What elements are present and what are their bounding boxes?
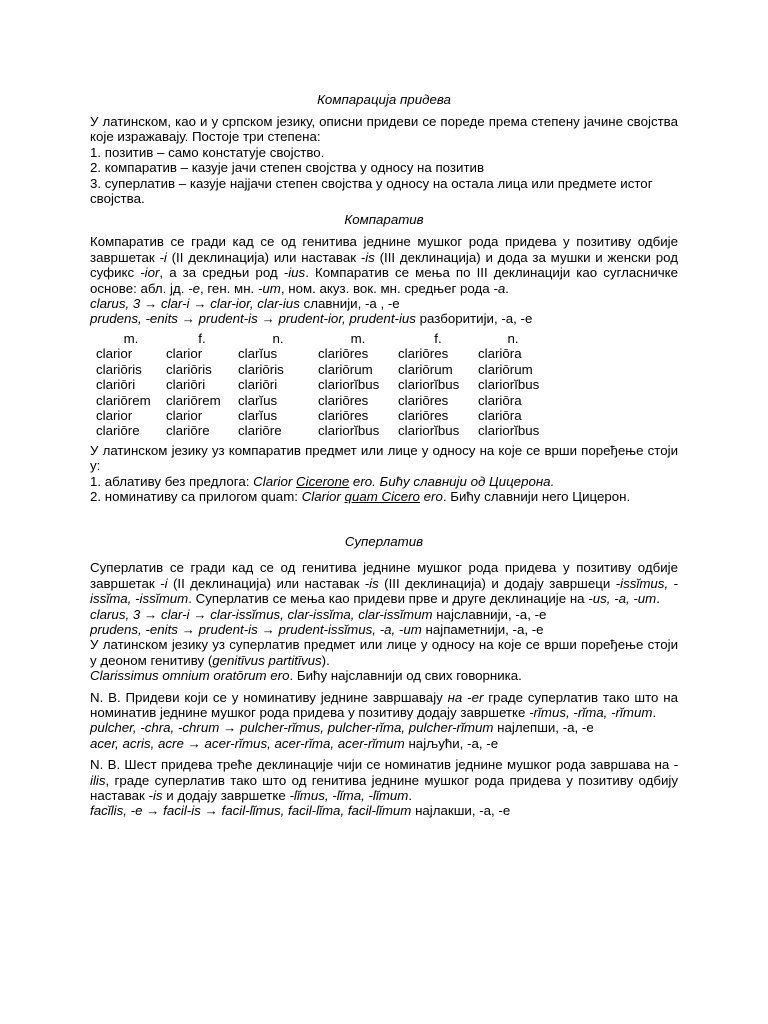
table-header: f. xyxy=(434,330,442,346)
table-row xyxy=(96,377,548,392)
table-cell: clariōrum xyxy=(478,361,533,377)
table-row xyxy=(96,346,548,361)
table-cell: clariōri xyxy=(166,377,206,393)
section-title-komparacija: Компарација придева xyxy=(317,92,451,107)
list-item: 1. позитив – само констатује својство. xyxy=(90,144,325,160)
superlativ-paragraph: Суперлатив се гради кад се од генитива једнине мушког рода придева у позитиву одбије завршетак -i (II деклинација) или наставак -is (III деклинација) и додају завршеци -issĭmus, -issĭma, -issĭmum. Суперлатив се мења као придеви прве и друге деклинације на -us, -a, -um. xyxy=(90,560,678,607)
table-cell: clariōres xyxy=(398,346,449,362)
table-row xyxy=(96,393,548,408)
table-cell: clariōrem xyxy=(96,392,151,408)
table-cell: clariōres xyxy=(398,407,449,423)
table-cell: clariorĭbus xyxy=(318,377,380,393)
table-cell: clariōres xyxy=(398,392,449,408)
table-cell: clariōris xyxy=(166,361,212,377)
table-header: m. xyxy=(350,330,366,346)
table-cell: clarior xyxy=(166,407,203,423)
table-row xyxy=(96,423,548,438)
table-cell: clariōra xyxy=(478,346,522,362)
table-cell: clariorĭbus xyxy=(398,377,460,393)
nota-bene-er-example-2: acer, acris, acre → acer-rĭmus, acer-rĭma, acer-rĭmum најљући, -а, -е xyxy=(90,735,499,751)
nota-bene-ilis-example: facĭlis, -e → facil-is → facil-lĭmus, facil-lĭma, facil-lĭmum најлакши, -а, -е xyxy=(90,803,511,819)
komparativ-usage-paragraph: У латинском језику уз компаратив предмет или лице у односу на које се врши поређење стоји у: xyxy=(90,442,678,474)
degrees-list xyxy=(90,145,678,207)
table-cell: clariōre xyxy=(166,423,210,439)
superlativ-usage-paragraph: У латинском језику уз суперлатив предмет или лице у односу на које се врши поређење стоји у деоном генитиву (genitīvus partitīvus). xyxy=(90,637,678,668)
table-cell: clarior xyxy=(166,346,203,362)
table-cell: clariōre xyxy=(238,423,282,439)
table-cell: clarĭus xyxy=(238,407,278,423)
list-item: 2. номинативу са прилогом quam: Clarior quam Cicero ero. Бићу славнији него Цицерон. xyxy=(90,488,631,504)
superlativ-example-2: prudens, -enits → prudent-is → prudent-issĭmus, -a, -um најпаметнији, -а, -е xyxy=(90,621,544,637)
table-cell: clariōres xyxy=(318,392,369,408)
table-cell: clariōris xyxy=(238,361,284,377)
table-cell: clariōra xyxy=(478,392,522,408)
komparativ-example-1: clarus, 3 → clar-i → clar-ior, clar-ius славнији, -а , -е xyxy=(90,296,400,312)
table-cell: clarĭus xyxy=(238,392,278,408)
table-row xyxy=(96,362,548,377)
table-cell: clariōres xyxy=(318,407,369,423)
table-cell: clarior xyxy=(96,407,133,423)
superlativ-example-1: clarus, 3 → clar-i → clar-issĭmus, clar-issĭma, clar-issĭmum најславнији, -а, -е xyxy=(90,606,547,622)
table-header: n. xyxy=(272,330,284,346)
table-cell: clariorĭbus xyxy=(318,423,380,439)
intro-paragraph: У латинском, као и у српском језику, описни придеви се пореде према степену јачине својства које изражавају. Постоје три степена: xyxy=(90,114,678,145)
declension-table xyxy=(96,331,548,439)
nota-bene-er-example-1: pulcher, -chra, -chrum → pulcher-rĭmus, pulcher-rĭma, pulcher-rĭmum најлепши, -а, -е xyxy=(90,720,594,736)
table-cell: clariōri xyxy=(96,377,136,393)
table-cell: clariōrum xyxy=(318,361,373,377)
table-cell: clariōri xyxy=(238,377,278,393)
section-title-komparativ: Компаратив xyxy=(344,212,424,228)
list-item: 1. аблативу без предлога: Clarior Cicerone ero. Бићу славнији од Цицерона. xyxy=(90,473,555,489)
table-cell: clariōris xyxy=(96,361,142,377)
komparativ-example-2: prudens, -enits → prudent-is → prudent-ior, prudent-ius разборитији, -а, -е xyxy=(90,311,533,327)
table-cell: clariorĭbus xyxy=(398,423,460,439)
table-row xyxy=(96,408,548,423)
superlativ-example-sentence: Clarissimus omnium oratōrum ero. Бићу најславнији од свих говорника. xyxy=(90,668,522,684)
komparativ-paragraph: Компаратив се гради кад се од генитива једнине мушког рода придева у позитиву одбије завршетак -i (II деклинација) или наставак -is (III деклинација) и дода за мушки и женски род суфикс -ior, а за средњи род -ius. Компаратив се мења по III деклинацији као сугласничке основе: абл. јд. -e, ген. мн. -um, ном. акуз. вок. мн. средњег рода -a. xyxy=(90,234,678,296)
table-cell: clariorĭbus xyxy=(478,377,540,393)
table-cell: clarior xyxy=(96,346,133,362)
table-cell: clariōre xyxy=(96,423,140,439)
list-item: 2. компаратив – казује јачи степен својства у односу на позитив xyxy=(90,160,485,176)
document-page xyxy=(90,92,678,819)
table-cell: clariōrum xyxy=(398,361,453,377)
table-cell: clariōres xyxy=(318,346,369,362)
table-header: f. xyxy=(198,330,206,346)
table-header: n. xyxy=(507,330,519,346)
nota-bene-ilis: N. B. Шест придева треће деклинације чији се номинатив једнине мушког рода завршава на -ilis, граде суперлатив тако што од генитива једнине мушког рода придева у позитиву одбију наставак -is и додају завршетке -lĭmus, -lĭma, -lĭmum. xyxy=(90,757,678,804)
table-header: m. xyxy=(123,330,139,346)
section-title-superlativ: Суперлатив xyxy=(344,534,424,550)
table-cell: clariōrem xyxy=(166,392,221,408)
table-cell: clariorĭbus xyxy=(478,423,540,439)
table-header-row xyxy=(96,331,548,346)
list-item: 3. суперлатив – казује најјачи степен својства у односу на остала лица или предмете истог својства. xyxy=(90,175,653,207)
nota-bene-er: N. B. Придеви који се у номинативу једнине завршавају на -er граде суперлатив тако што на номинатив једнине мушког рода придева у позитиву додају завршетке -rĭmus, -rĭma, -rĭmum. xyxy=(90,689,678,720)
table-cell: clarĭus xyxy=(238,346,278,362)
table-cell: clariōra xyxy=(478,407,522,423)
